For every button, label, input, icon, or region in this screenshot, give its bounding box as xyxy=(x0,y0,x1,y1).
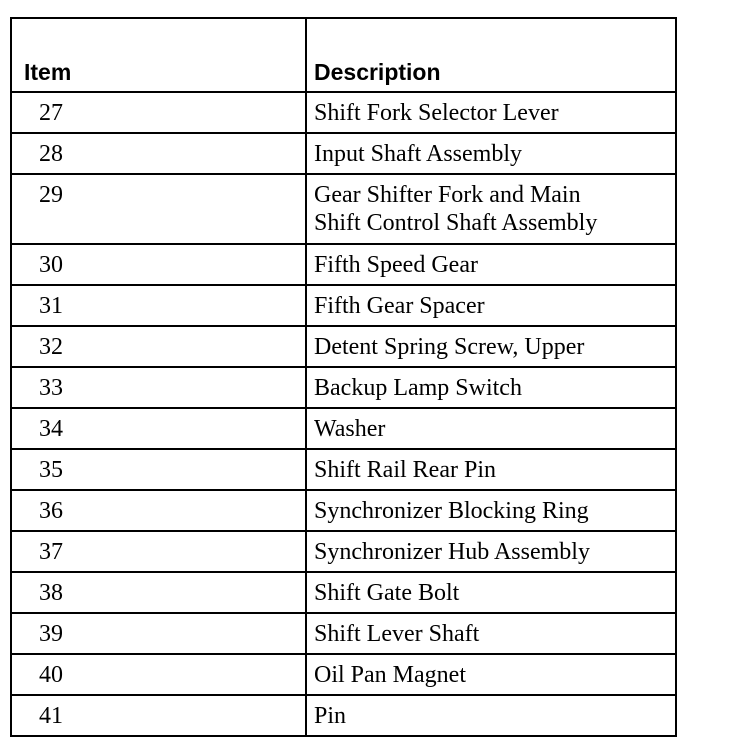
item-column-header: Item xyxy=(11,18,306,92)
table-row xyxy=(11,133,676,174)
item-description: Washer xyxy=(306,408,676,449)
item-number: 34 xyxy=(11,408,306,449)
item-description: Oil Pan Magnet xyxy=(306,654,676,695)
item-description: Fifth Speed Gear xyxy=(306,244,676,285)
item-description: Shift Gate Bolt xyxy=(306,572,676,613)
item-description: Detent Spring Screw, Upper xyxy=(306,326,676,367)
table-row xyxy=(11,654,676,695)
item-description: Shift Lever Shaft xyxy=(306,613,676,654)
item-number: 30 xyxy=(11,244,306,285)
item-number: 36 xyxy=(11,490,306,531)
table-row xyxy=(11,326,676,367)
item-description: Backup Lamp Switch xyxy=(306,367,676,408)
item-number: 38 xyxy=(11,572,306,613)
item-number: 27 xyxy=(11,92,306,133)
item-number: 31 xyxy=(11,285,306,326)
item-number: 41 xyxy=(11,695,306,736)
item-number: 37 xyxy=(11,531,306,572)
item-description: Input Shaft Assembly xyxy=(306,133,676,174)
item-number: 29 xyxy=(11,174,306,244)
item-description xyxy=(306,174,676,244)
table-row xyxy=(11,572,676,613)
item-description: Pin xyxy=(306,695,676,736)
item-number: 32 xyxy=(11,326,306,367)
description-column-header: Description xyxy=(306,18,676,92)
table-row xyxy=(11,244,676,285)
item-description: Shift Fork Selector Lever xyxy=(306,92,676,133)
table-row xyxy=(11,490,676,531)
item-description: Shift Rail Rear Pin xyxy=(306,449,676,490)
item-number: 39 xyxy=(11,613,306,654)
table-row xyxy=(11,92,676,133)
table-row xyxy=(11,531,676,572)
table-row xyxy=(11,449,676,490)
item-description-line-1: Gear Shifter Fork and Main xyxy=(314,182,581,208)
table-row xyxy=(11,613,676,654)
table-row xyxy=(11,408,676,449)
table-header-row xyxy=(11,18,676,92)
item-number: 35 xyxy=(11,449,306,490)
item-number: 28 xyxy=(11,133,306,174)
item-description: Synchronizer Hub Assembly xyxy=(306,531,676,572)
item-description-line-2: Shift Control Shaft Assembly xyxy=(314,210,598,236)
item-number: 33 xyxy=(11,367,306,408)
item-number: 40 xyxy=(11,654,306,695)
table-row xyxy=(11,695,676,736)
item-description: Synchronizer Blocking Ring xyxy=(306,490,676,531)
item-description: Fifth Gear Spacer xyxy=(306,285,676,326)
table-row xyxy=(11,367,676,408)
parts-table xyxy=(10,17,677,737)
table-row xyxy=(11,285,676,326)
table-row xyxy=(11,174,676,244)
